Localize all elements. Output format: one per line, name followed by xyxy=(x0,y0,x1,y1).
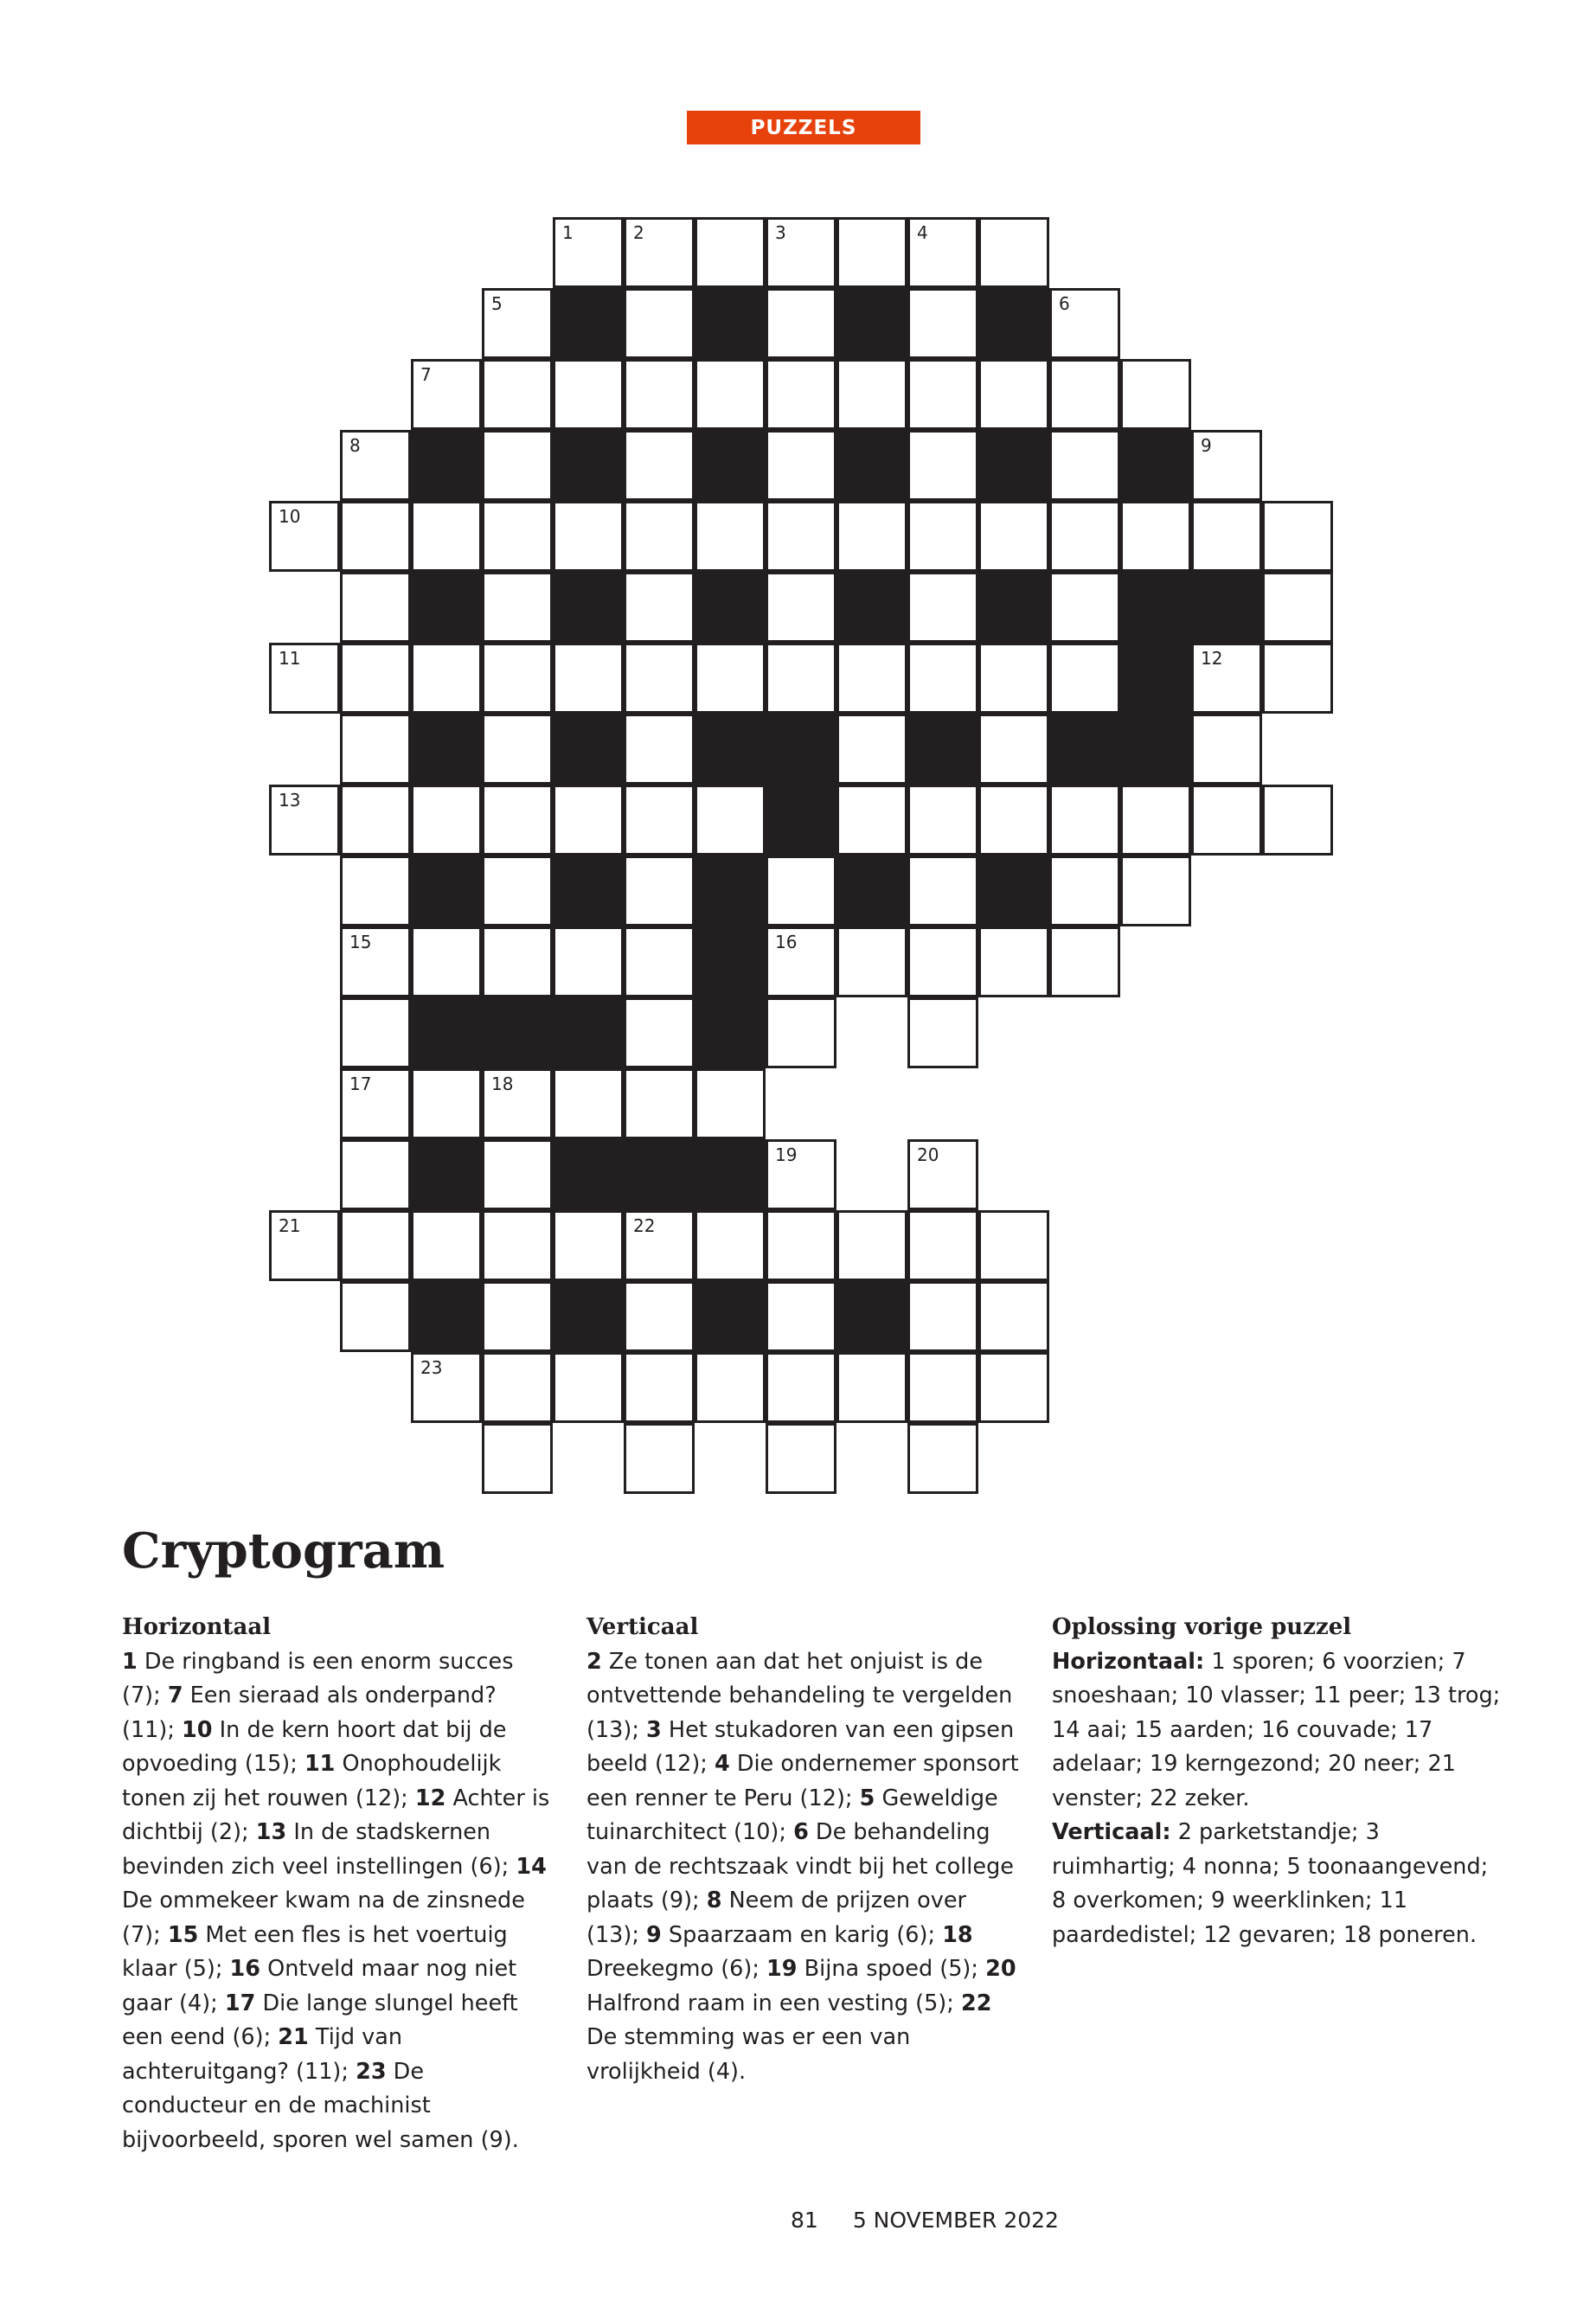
clue-text: De conducteur en de machinist bijvoorbeeld, sporen wel samen (9). xyxy=(122,2058,519,2153)
clue-number: 12 xyxy=(414,1785,446,1811)
grid-cell[interactable] xyxy=(624,856,695,926)
black-cell xyxy=(836,572,907,643)
grid-cell[interactable] xyxy=(340,926,411,997)
grid-cell[interactable] xyxy=(695,643,766,714)
grid-cell[interactable] xyxy=(1262,501,1333,572)
grid-cell[interactable] xyxy=(766,430,836,501)
black-cell xyxy=(411,572,482,643)
grid-cell[interactable] xyxy=(907,643,978,714)
grid-cell[interactable] xyxy=(907,856,978,926)
grid-cell[interactable] xyxy=(482,643,553,714)
black-cell xyxy=(836,856,907,926)
grid-cell[interactable] xyxy=(482,359,553,430)
clue-text: Neem de prijzen over (13); xyxy=(586,1888,967,1948)
clue-text: In de stadskernen bevinden zich veel instellingen (6); xyxy=(122,1819,516,1880)
grid-cell[interactable] xyxy=(269,643,340,714)
grid-cell[interactable] xyxy=(836,1352,907,1423)
grid-cell[interactable] xyxy=(624,997,695,1068)
grid-cell[interactable] xyxy=(1262,572,1333,643)
clue-number: 15 xyxy=(349,932,372,952)
grid-cell[interactable] xyxy=(411,785,482,856)
clue-number: 19 xyxy=(766,1956,798,1982)
grid-cell[interactable] xyxy=(766,1352,836,1423)
grid-cell[interactable] xyxy=(766,288,836,359)
grid-cell[interactable] xyxy=(553,501,624,572)
grid-cell[interactable] xyxy=(1049,926,1120,997)
black-cell xyxy=(766,714,836,785)
black-cell xyxy=(553,572,624,643)
clue-number: 1 xyxy=(122,1648,138,1675)
grid-cell[interactable] xyxy=(482,1423,553,1494)
grid-cell[interactable] xyxy=(624,1423,695,1494)
clue-text: Met een fles is het voertuig klaar (5); xyxy=(122,1921,508,1982)
grid-cell[interactable] xyxy=(907,217,978,288)
grid-cell[interactable] xyxy=(907,1139,978,1210)
grid-cell[interactable] xyxy=(907,359,978,430)
grid-cell[interactable] xyxy=(624,288,695,359)
clue-text: Ontveld maar nog niet gaar (4); xyxy=(122,1956,517,2016)
grid-cell[interactable] xyxy=(695,1068,766,1139)
grid-cell[interactable] xyxy=(482,430,553,501)
section-tag: PUZZELS xyxy=(687,111,920,144)
horizontal-heading: Horizontaal xyxy=(122,1614,272,1640)
clue-text: Het stukadoren van een gipsen beeld (12); xyxy=(586,1716,1015,1777)
clue-number: 21 xyxy=(278,2024,309,2050)
solution-horizontal-text: 1 sporen; 6 voorzien; 7 snoeshaan; 10 vlasser; 11 peer; 13 trog; 14 aai; 15 aarden; 16 couvade; 17 adelaar; 19 kerngezond; 20 neer; 21 venster; 22 zeker. xyxy=(1052,1648,1501,1811)
grid-cell[interactable] xyxy=(1120,501,1191,572)
black-cell xyxy=(836,430,907,501)
solution-heading: Oplossing vorige puzzel xyxy=(1052,1614,1352,1640)
grid-cell[interactable] xyxy=(482,1139,553,1210)
black-cell xyxy=(411,997,482,1068)
grid-cell[interactable] xyxy=(766,217,836,288)
clue-number: 7 xyxy=(167,1682,183,1708)
page-number: 81 xyxy=(791,2208,818,2233)
grid-cell[interactable] xyxy=(624,785,695,856)
clue-number: 20 xyxy=(917,1144,939,1165)
grid-cell[interactable] xyxy=(340,572,411,643)
grid-cell[interactable] xyxy=(907,1210,978,1281)
grid-cell[interactable] xyxy=(1262,785,1333,856)
grid-cell[interactable] xyxy=(411,926,482,997)
grid-cell[interactable] xyxy=(269,1210,340,1281)
clue-number: 8 xyxy=(706,1888,722,1913)
clue-text: De behandeling van de rechtszaak vindt bij het college plaats (9); xyxy=(586,1819,1014,1913)
clues-vertical xyxy=(586,1611,1019,2089)
grid-cell[interactable] xyxy=(766,643,836,714)
grid-cell[interactable] xyxy=(1049,501,1120,572)
clue-text: Een sieraad als onderpand? (11); xyxy=(122,1682,497,1743)
black-cell xyxy=(411,1281,482,1352)
grid-cell[interactable] xyxy=(695,1210,766,1281)
issue-date: 5 NOVEMBER 2022 xyxy=(852,2208,1059,2233)
solution-vertical-label: Verticaal: xyxy=(1052,1819,1171,1845)
grid-cell[interactable] xyxy=(1049,785,1120,856)
clue-number: 7 xyxy=(420,364,432,385)
grid-cell[interactable] xyxy=(907,926,978,997)
clue-text: De ringband is een enorm succes (7); xyxy=(122,1648,514,1708)
black-cell xyxy=(695,714,766,785)
black-cell xyxy=(695,926,766,997)
grid-cell[interactable] xyxy=(1049,572,1120,643)
grid-cell[interactable] xyxy=(766,997,836,1068)
grid-cell[interactable] xyxy=(624,714,695,785)
grid-cell[interactable] xyxy=(553,1068,624,1139)
clue-number: 15 xyxy=(167,1921,199,1948)
clue-number: 3 xyxy=(775,222,786,243)
grid-cell[interactable] xyxy=(1049,430,1120,501)
clue-number: 9 xyxy=(1201,435,1212,456)
grid-cell[interactable] xyxy=(482,856,553,926)
grid-cell[interactable] xyxy=(836,501,907,572)
clue-number: 3 xyxy=(646,1716,662,1743)
clue-text: De ommekeer kwam na de zinsnede (7); xyxy=(122,1888,525,1948)
clue-text: Ze tonen aan dat het onjuist is de ontvettende behandeling te vergelden (13); xyxy=(586,1648,1013,1743)
clue-text: Geweldige tuinarchitect (10); xyxy=(586,1785,998,1845)
grid-cell[interactable] xyxy=(482,572,553,643)
clue-number: 21 xyxy=(279,1215,301,1236)
grid-cell[interactable] xyxy=(907,785,978,856)
solution-vertical-text: 2 parketstandje; 3 ruimhartig; 4 nonna; 5 toonaangevend; 8 overkomen; 9 weerklinken; 11 paardedistel; 12 gevaren; 18 poneren. xyxy=(1052,1819,1489,1948)
clue-text: In de kern hoort dat bij de opvoeding (15); xyxy=(122,1716,507,1777)
clue-number: 16 xyxy=(229,1956,261,1982)
grid-cell[interactable] xyxy=(1191,714,1262,785)
grid-cell[interactable] xyxy=(340,714,411,785)
grid-cell[interactable] xyxy=(907,288,978,359)
horizontal-clue-list xyxy=(122,1645,554,2158)
grid-cell[interactable] xyxy=(553,643,624,714)
grid-cell[interactable] xyxy=(907,1281,978,1352)
black-cell xyxy=(695,1281,766,1352)
clue-number: 18 xyxy=(491,1074,514,1094)
grid-cell[interactable] xyxy=(766,1423,836,1494)
grid-cell[interactable] xyxy=(340,1281,411,1352)
grid-cell[interactable] xyxy=(1120,359,1191,430)
grid-cell[interactable] xyxy=(340,1139,411,1210)
clue-number: 13 xyxy=(255,1819,287,1845)
grid-cell[interactable] xyxy=(978,785,1049,856)
grid-cell[interactable] xyxy=(695,501,766,572)
black-cell xyxy=(836,1281,907,1352)
black-cell xyxy=(695,430,766,501)
black-cell xyxy=(695,1139,766,1210)
grid-cell[interactable] xyxy=(340,430,411,501)
black-cell xyxy=(695,856,766,926)
grid-cell[interactable] xyxy=(695,1352,766,1423)
clue-number: 6 xyxy=(793,1819,809,1845)
clue-number: 10 xyxy=(279,506,301,527)
solution-vertical xyxy=(1052,1816,1502,1952)
grid-cell[interactable] xyxy=(978,1352,1049,1423)
grid-cell[interactable] xyxy=(411,1352,482,1423)
grid-cell[interactable] xyxy=(340,643,411,714)
grid-cell[interactable] xyxy=(1191,785,1262,856)
page-footer xyxy=(791,2208,1093,2233)
black-cell xyxy=(553,288,624,359)
grid-cell[interactable] xyxy=(411,1068,482,1139)
clue-number: 5 xyxy=(491,293,503,314)
clue-number: 2 xyxy=(586,1648,602,1675)
grid-cell[interactable] xyxy=(411,359,482,430)
clue-number: 4 xyxy=(714,1751,730,1777)
grid-cell[interactable] xyxy=(553,926,624,997)
black-cell xyxy=(411,856,482,926)
grid-cell[interactable] xyxy=(482,1281,553,1352)
clue-number: 23 xyxy=(356,2058,387,2085)
black-cell xyxy=(553,714,624,785)
grid-cell[interactable] xyxy=(411,1210,482,1281)
black-cell xyxy=(1120,714,1191,785)
grid-cell[interactable] xyxy=(553,359,624,430)
clue-number: 14 xyxy=(775,790,798,811)
clue-text: Onophoudelijk tonen zij het rouwen (12); xyxy=(122,1751,502,1811)
grid-cell[interactable] xyxy=(1262,643,1333,714)
grid-cell[interactable] xyxy=(1049,856,1120,926)
grid-cell[interactable] xyxy=(978,926,1049,997)
previous-solution xyxy=(1052,1611,1502,1952)
clue-number: 10 xyxy=(182,1716,213,1743)
clue-number: 1 xyxy=(562,222,574,243)
grid-cell[interactable] xyxy=(340,1210,411,1281)
grid-cell[interactable] xyxy=(1191,501,1262,572)
clue-number: 8 xyxy=(349,435,361,456)
black-cell xyxy=(553,997,624,1068)
grid-cell[interactable] xyxy=(482,1352,553,1423)
grid-cell[interactable] xyxy=(978,714,1049,785)
clue-text: Halfrond raam in een vesting (5); xyxy=(586,1990,961,2016)
vertical-clue-list xyxy=(586,1645,1019,2090)
grid-cell[interactable] xyxy=(695,359,766,430)
clue-number: 14 xyxy=(516,1853,547,1880)
grid-cell[interactable] xyxy=(978,643,1049,714)
grid-cell[interactable] xyxy=(836,714,907,785)
grid-cell[interactable] xyxy=(624,501,695,572)
black-cell xyxy=(766,785,836,856)
clue-number: 4 xyxy=(917,222,928,243)
black-cell xyxy=(1120,430,1191,501)
solution-horizontal xyxy=(1052,1645,1502,1817)
clue-number: 9 xyxy=(646,1921,662,1948)
clue-text: Dreekegmo (6); xyxy=(586,1956,767,1982)
grid-cell[interactable] xyxy=(482,288,553,359)
clue-number: 16 xyxy=(775,932,798,952)
grid-cell[interactable] xyxy=(907,430,978,501)
page-title: Cryptogram xyxy=(122,1522,445,1580)
grid-cell[interactable] xyxy=(624,1352,695,1423)
black-cell xyxy=(1120,643,1191,714)
grid-cell[interactable] xyxy=(624,430,695,501)
grid-cell[interactable] xyxy=(695,217,766,288)
black-cell xyxy=(482,997,553,1068)
grid-cell[interactable] xyxy=(553,785,624,856)
grid-cell[interactable] xyxy=(766,572,836,643)
grid-cell[interactable] xyxy=(836,643,907,714)
grid-cell[interactable] xyxy=(482,501,553,572)
grid-cell[interactable] xyxy=(1191,643,1262,714)
grid-cell[interactable] xyxy=(624,643,695,714)
black-cell xyxy=(624,1139,695,1210)
clue-number: 20 xyxy=(985,1956,1016,1982)
black-cell xyxy=(695,288,766,359)
grid-cell[interactable] xyxy=(340,997,411,1068)
grid-cell[interactable] xyxy=(482,1068,553,1139)
grid-cell[interactable] xyxy=(1049,359,1120,430)
clue-text: Die ondernemer sponsort een renner te Peru (12); xyxy=(586,1751,1019,1811)
clue-number: 18 xyxy=(942,1921,973,1948)
grid-cell[interactable] xyxy=(1191,430,1262,501)
grid-cell[interactable] xyxy=(836,217,907,288)
grid-cell[interactable] xyxy=(766,1139,836,1210)
black-cell xyxy=(553,430,624,501)
grid-cell[interactable] xyxy=(553,1210,624,1281)
clue-number: 22 xyxy=(633,1215,656,1236)
grid-cell[interactable] xyxy=(340,785,411,856)
clue-number: 23 xyxy=(420,1357,443,1378)
grid-cell[interactable] xyxy=(766,856,836,926)
black-cell xyxy=(553,1281,624,1352)
grid-cell[interactable] xyxy=(1049,288,1120,359)
grid-cell[interactable] xyxy=(1120,856,1191,926)
clue-number: 11 xyxy=(279,648,301,669)
grid-cell[interactable] xyxy=(836,926,907,997)
clue-number: 6 xyxy=(1059,293,1070,314)
grid-cell[interactable] xyxy=(836,1210,907,1281)
grid-cell[interactable] xyxy=(978,1210,1049,1281)
grid-cell[interactable] xyxy=(907,1352,978,1423)
grid-cell[interactable] xyxy=(411,643,482,714)
clue-number: 2 xyxy=(633,222,644,243)
grid-cell[interactable] xyxy=(624,1281,695,1352)
grid-cell[interactable] xyxy=(695,785,766,856)
grid-cell[interactable] xyxy=(978,1281,1049,1352)
grid-cell[interactable] xyxy=(340,1068,411,1139)
grid-cell[interactable] xyxy=(978,501,1049,572)
grid-cell[interactable] xyxy=(1049,643,1120,714)
clue-text: Bijna spoed (5); xyxy=(797,1956,986,1982)
grid-cell[interactable] xyxy=(482,926,553,997)
clue-text: De stemming was er een van vrolijkheid (4). xyxy=(586,2024,911,2085)
grid-cell[interactable] xyxy=(766,501,836,572)
clue-text: Achter is dichtbij (2); xyxy=(122,1785,550,1845)
grid-cell[interactable] xyxy=(766,1210,836,1281)
black-cell xyxy=(1049,714,1120,785)
black-cell xyxy=(411,714,482,785)
clue-text: Tijd van achteruitgang? (11); xyxy=(122,2024,403,2085)
black-cell xyxy=(978,572,1049,643)
grid-cell[interactable] xyxy=(411,501,482,572)
grid-cell[interactable] xyxy=(624,572,695,643)
grid-cell[interactable] xyxy=(624,1210,695,1281)
grid-cell[interactable] xyxy=(836,359,907,430)
clue-number: 17 xyxy=(224,1990,256,2016)
black-cell xyxy=(907,714,978,785)
grid-cell[interactable] xyxy=(482,1210,553,1281)
grid-cell[interactable] xyxy=(907,1423,978,1494)
grid-cell[interactable] xyxy=(766,926,836,997)
black-cell xyxy=(411,430,482,501)
grid-cell[interactable] xyxy=(553,217,624,288)
grid-cell[interactable] xyxy=(482,714,553,785)
black-cell xyxy=(695,997,766,1068)
grid-cell[interactable] xyxy=(766,359,836,430)
grid-cell[interactable] xyxy=(553,1352,624,1423)
grid-cell[interactable] xyxy=(340,856,411,926)
clue-number: 17 xyxy=(349,1074,372,1094)
grid-cell[interactable] xyxy=(907,501,978,572)
grid-cell[interactable] xyxy=(624,359,695,430)
grid-cell[interactable] xyxy=(624,217,695,288)
clue-number: 5 xyxy=(859,1785,875,1811)
clue-number: 19 xyxy=(775,1144,798,1165)
black-cell xyxy=(553,1139,624,1210)
black-cell xyxy=(978,430,1049,501)
clue-number: 11 xyxy=(304,1751,336,1777)
grid-cell[interactable] xyxy=(340,501,411,572)
clue-text: Spaarzaam en karig (6); xyxy=(661,1921,943,1948)
grid-cell[interactable] xyxy=(624,1068,695,1139)
black-cell xyxy=(411,1139,482,1210)
grid-cell[interactable] xyxy=(1120,785,1191,856)
grid-cell[interactable] xyxy=(269,501,340,572)
black-cell xyxy=(836,288,907,359)
black-cell xyxy=(978,288,1049,359)
clue-number: 22 xyxy=(960,1990,992,2016)
black-cell xyxy=(695,572,766,643)
clue-text: Die lange slungel heeft een eend (6); xyxy=(122,1990,518,2050)
vertical-heading: Verticaal xyxy=(586,1614,699,1640)
grid-cell[interactable] xyxy=(978,217,1049,288)
grid-cell[interactable] xyxy=(907,997,978,1068)
grid-cell[interactable] xyxy=(624,926,695,997)
grid-cell[interactable] xyxy=(482,785,553,856)
black-cell xyxy=(1191,572,1262,643)
clue-number: 12 xyxy=(1201,648,1223,669)
black-cell xyxy=(978,856,1049,926)
grid-cell[interactable] xyxy=(766,1281,836,1352)
black-cell xyxy=(1120,572,1191,643)
grid-cell[interactable] xyxy=(836,785,907,856)
solution-horizontal-label: Horizontaal: xyxy=(1052,1648,1205,1675)
clue-number: 13 xyxy=(279,790,301,811)
black-cell xyxy=(553,856,624,926)
grid-cell[interactable] xyxy=(907,572,978,643)
clues-horizontal xyxy=(122,1611,554,2157)
grid-cell[interactable] xyxy=(269,785,340,856)
grid-cell[interactable] xyxy=(978,359,1049,430)
